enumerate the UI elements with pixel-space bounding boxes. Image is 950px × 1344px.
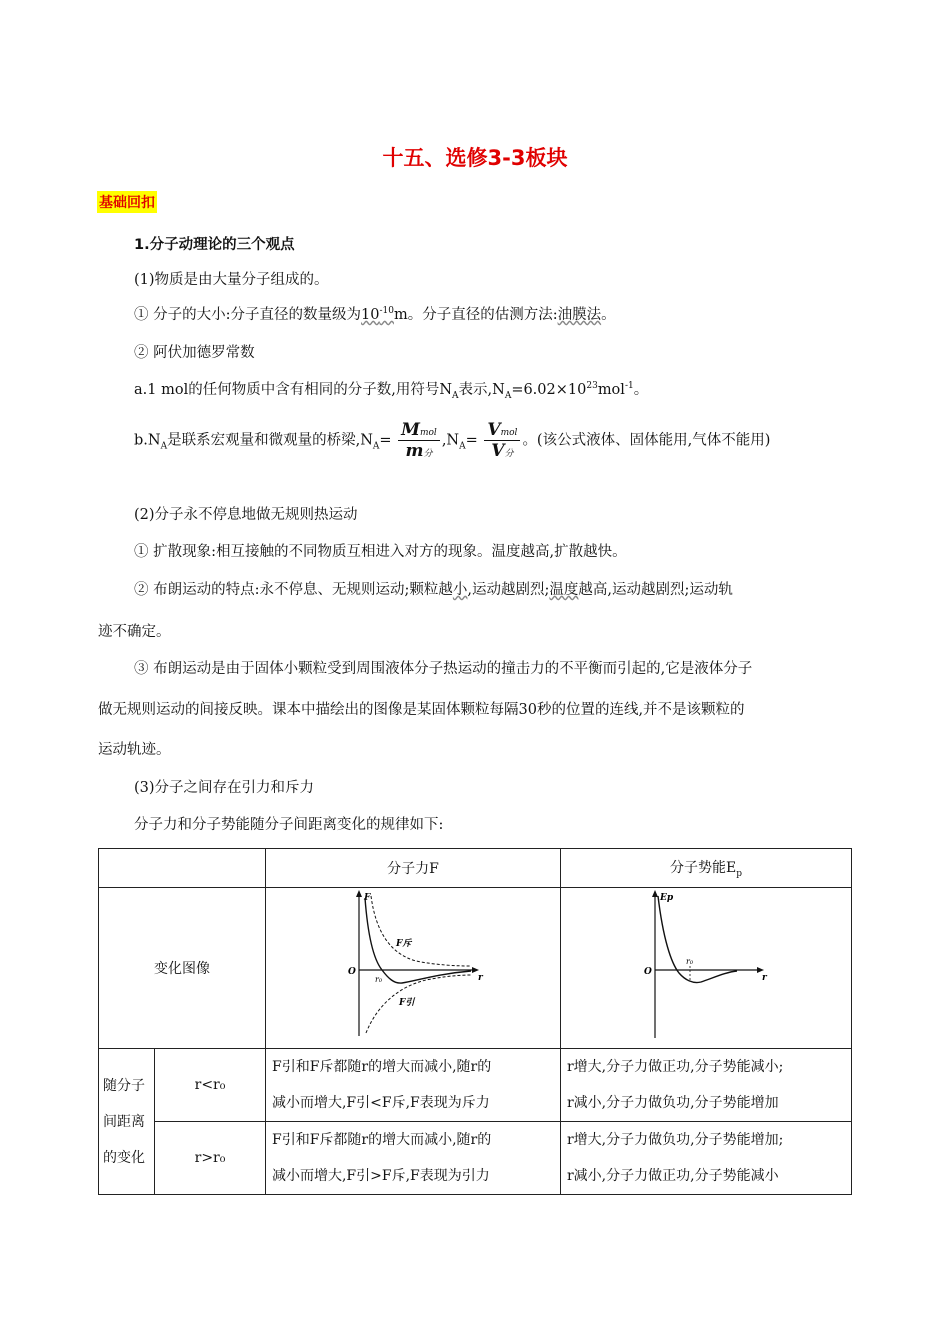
section-badge: 基础回扣 bbox=[97, 191, 157, 213]
table-header-row bbox=[99, 849, 852, 888]
para-5-text: b.N bbox=[134, 432, 161, 449]
para-2-text: ① 分子的大小:分子直径的数量级为 bbox=[134, 307, 361, 323]
para-8-temp: 温度 bbox=[549, 582, 579, 598]
heading-1: 1.分子动理论的三个观点 bbox=[134, 237, 295, 253]
force-case1-l1: F引和F斥都随r的增大而减小,随r的 bbox=[271, 1059, 492, 1075]
header-energy bbox=[560, 849, 851, 888]
force-y-label: F bbox=[363, 893, 371, 903]
force-energy-table bbox=[98, 848, 852, 1195]
para-5 bbox=[134, 420, 770, 461]
force-case1-l2: 减小而增大,F引<F斥,F表现为斥力 bbox=[271, 1095, 490, 1111]
fraction-volume-den bbox=[484, 441, 520, 461]
para-5-eq-b: = bbox=[465, 432, 478, 449]
para-8-text: ② 布朗运动的特点:永不停息、无规则运动;颗粒越 bbox=[134, 582, 453, 598]
table-row-case1 bbox=[99, 1049, 852, 1122]
para-4-unit-exp: -1 bbox=[624, 381, 634, 392]
para-4-text-b: 表示,N bbox=[458, 382, 505, 398]
para-8-text-b: ,运动越剧烈; bbox=[467, 582, 550, 598]
force-y-arrow bbox=[356, 890, 362, 897]
row-label-graph: 变化图像 bbox=[99, 888, 266, 1049]
header-energy-sub: p bbox=[736, 868, 742, 879]
para-8 bbox=[134, 578, 733, 599]
para-5-sub-c: A bbox=[459, 441, 466, 452]
para-5-eq: = bbox=[379, 432, 392, 449]
frac2-num: V bbox=[487, 420, 501, 440]
energy-case1 bbox=[560, 1049, 851, 1122]
para-8-text-c: 越高,运动越剧烈;运动轨 bbox=[578, 582, 733, 598]
para-8-line2: 迹不确定。 bbox=[98, 624, 171, 640]
para-10: (3)分子之间存在引力和斥力 bbox=[134, 780, 315, 796]
para-4-end: 。 bbox=[633, 382, 649, 398]
table-row-case2 bbox=[99, 1122, 852, 1195]
case-greater: r>r₀ bbox=[155, 1122, 266, 1195]
fraction-mass-num bbox=[398, 420, 440, 441]
para-4-sub2: A bbox=[504, 390, 512, 401]
fraction-volume-num bbox=[484, 420, 520, 441]
frac2-num-sub: mol bbox=[500, 428, 518, 438]
para-1: (1)物质是由大量分子组成的。 bbox=[134, 272, 329, 288]
para-11: 分子力和分子势能随分子间距离变化的规律如下: bbox=[134, 817, 444, 833]
force-r0-label: r₀ bbox=[374, 975, 383, 984]
frac1-den-sub: 分 bbox=[423, 449, 433, 459]
avogadro-exp: 23 bbox=[586, 381, 598, 392]
frac1-num-sub: mol bbox=[419, 428, 437, 438]
para-9-line1: ③ 布朗运动是由于固体小颗粒受到周围液体分子热运动的撞击力的不平衡而引起的,它是液体分子 bbox=[134, 661, 753, 677]
para-2-end: 。 bbox=[601, 307, 616, 323]
force-case2-l2: 减小而增大,F引>F斥,F表现为引力 bbox=[271, 1168, 490, 1184]
magnitude-exp: -10 bbox=[379, 306, 394, 317]
attractive-label: F引 bbox=[398, 998, 415, 1008]
para-6: (2)分子永不停息地做无规则热运动 bbox=[134, 507, 358, 523]
row-label-distance-3: 的变化 bbox=[103, 1149, 145, 1166]
energy-case2 bbox=[560, 1122, 851, 1195]
para-4-text-c: =6.02×10 bbox=[511, 382, 587, 398]
energy-origin-label: O bbox=[643, 967, 652, 977]
para-8-small: 小 bbox=[452, 582, 468, 598]
energy-graph bbox=[561, 888, 851, 1044]
energy-case1-l2: r减小,分子力做负功,分子势能增加 bbox=[566, 1095, 779, 1111]
para-2-text-b: 。分子直径的估测方法: bbox=[407, 307, 558, 323]
magnitude-base: 10 bbox=[361, 307, 380, 323]
repulsive-curve bbox=[371, 896, 471, 966]
energy-y-arrow bbox=[652, 890, 658, 897]
para-9-line2: 做无规则运动的间接反映。课本中描绘出的图像是某固体颗粒每隔30秒的位置的连线,并不是该颗粒的 bbox=[98, 702, 745, 718]
para-4-unit: mol bbox=[597, 382, 625, 398]
para-5-sub: A bbox=[160, 441, 168, 452]
para-4-sub: A bbox=[452, 390, 459, 401]
energy-x-label: r bbox=[761, 973, 767, 983]
row-label-distance-2: 间距离 bbox=[103, 1113, 145, 1130]
energy-case2-l2: r减小,分子力做正功,分子势能减小 bbox=[566, 1168, 779, 1184]
table-header-empty bbox=[99, 849, 266, 888]
row-label-distance bbox=[99, 1049, 155, 1195]
para-7: ① 扩散现象:相互接触的不同物质互相进入对方的现象。温度越高,扩散越快。 bbox=[134, 544, 627, 560]
magnitude-value bbox=[361, 307, 394, 323]
frac2-den-sub: 分 bbox=[504, 449, 514, 459]
header-energy-label: 分子势能E bbox=[669, 860, 737, 877]
para-3: ② 阿伏加德罗常数 bbox=[134, 345, 255, 361]
energy-r0-label: r₀ bbox=[685, 957, 694, 966]
fraction-mass bbox=[398, 420, 440, 461]
table-graph-row bbox=[99, 888, 852, 1049]
frac1-num: M bbox=[401, 420, 420, 440]
para-9-line3: 运动轨迹。 bbox=[98, 742, 171, 758]
fraction-volume bbox=[484, 420, 520, 461]
energy-case1-l1: r增大,分子力做正功,分子势能减小; bbox=[566, 1059, 784, 1075]
energy-graph-cell bbox=[560, 888, 851, 1049]
force-case1 bbox=[265, 1049, 560, 1122]
energy-y-label: Ep bbox=[659, 893, 674, 903]
para-2 bbox=[134, 303, 616, 324]
frac1-den: m bbox=[405, 441, 424, 461]
magnitude-unit: m bbox=[393, 307, 408, 323]
force-case2 bbox=[265, 1122, 560, 1195]
page-title: 十五、选修3-3板块 bbox=[382, 146, 568, 170]
force-graph-cell bbox=[265, 888, 560, 1049]
force-origin-label: O bbox=[347, 967, 356, 977]
force-case2-l1: F引和F斥都随r的增大而减小,随r的 bbox=[271, 1132, 492, 1148]
force-x-label: r bbox=[477, 973, 483, 983]
para-5-text-b: 是联系宏观量和微观量的桥梁,N bbox=[167, 432, 373, 449]
repulsive-label: F斥 bbox=[395, 939, 412, 949]
para-5-text-d: ,N bbox=[441, 432, 460, 449]
para-5-sub-b: A bbox=[372, 441, 380, 452]
energy-case2-l1: r增大,分子力做负功,分子势能增加; bbox=[566, 1132, 784, 1148]
frac2-den: V bbox=[491, 441, 505, 461]
para-4-text: a.1 mol的任何物质中含有相同的分子数,用符号N bbox=[134, 382, 453, 398]
fraction-mass-den bbox=[398, 441, 440, 461]
row-label-distance-1: 随分子 bbox=[103, 1077, 145, 1094]
force-graph bbox=[266, 888, 560, 1044]
case-less: r<r₀ bbox=[155, 1049, 266, 1122]
para-5-end: 。(该公式液体、固体能用,气体不能用) bbox=[522, 432, 771, 449]
header-force: 分子力F bbox=[265, 849, 560, 888]
para-4 bbox=[134, 378, 648, 401]
method-value: 油膜法 bbox=[557, 307, 602, 323]
